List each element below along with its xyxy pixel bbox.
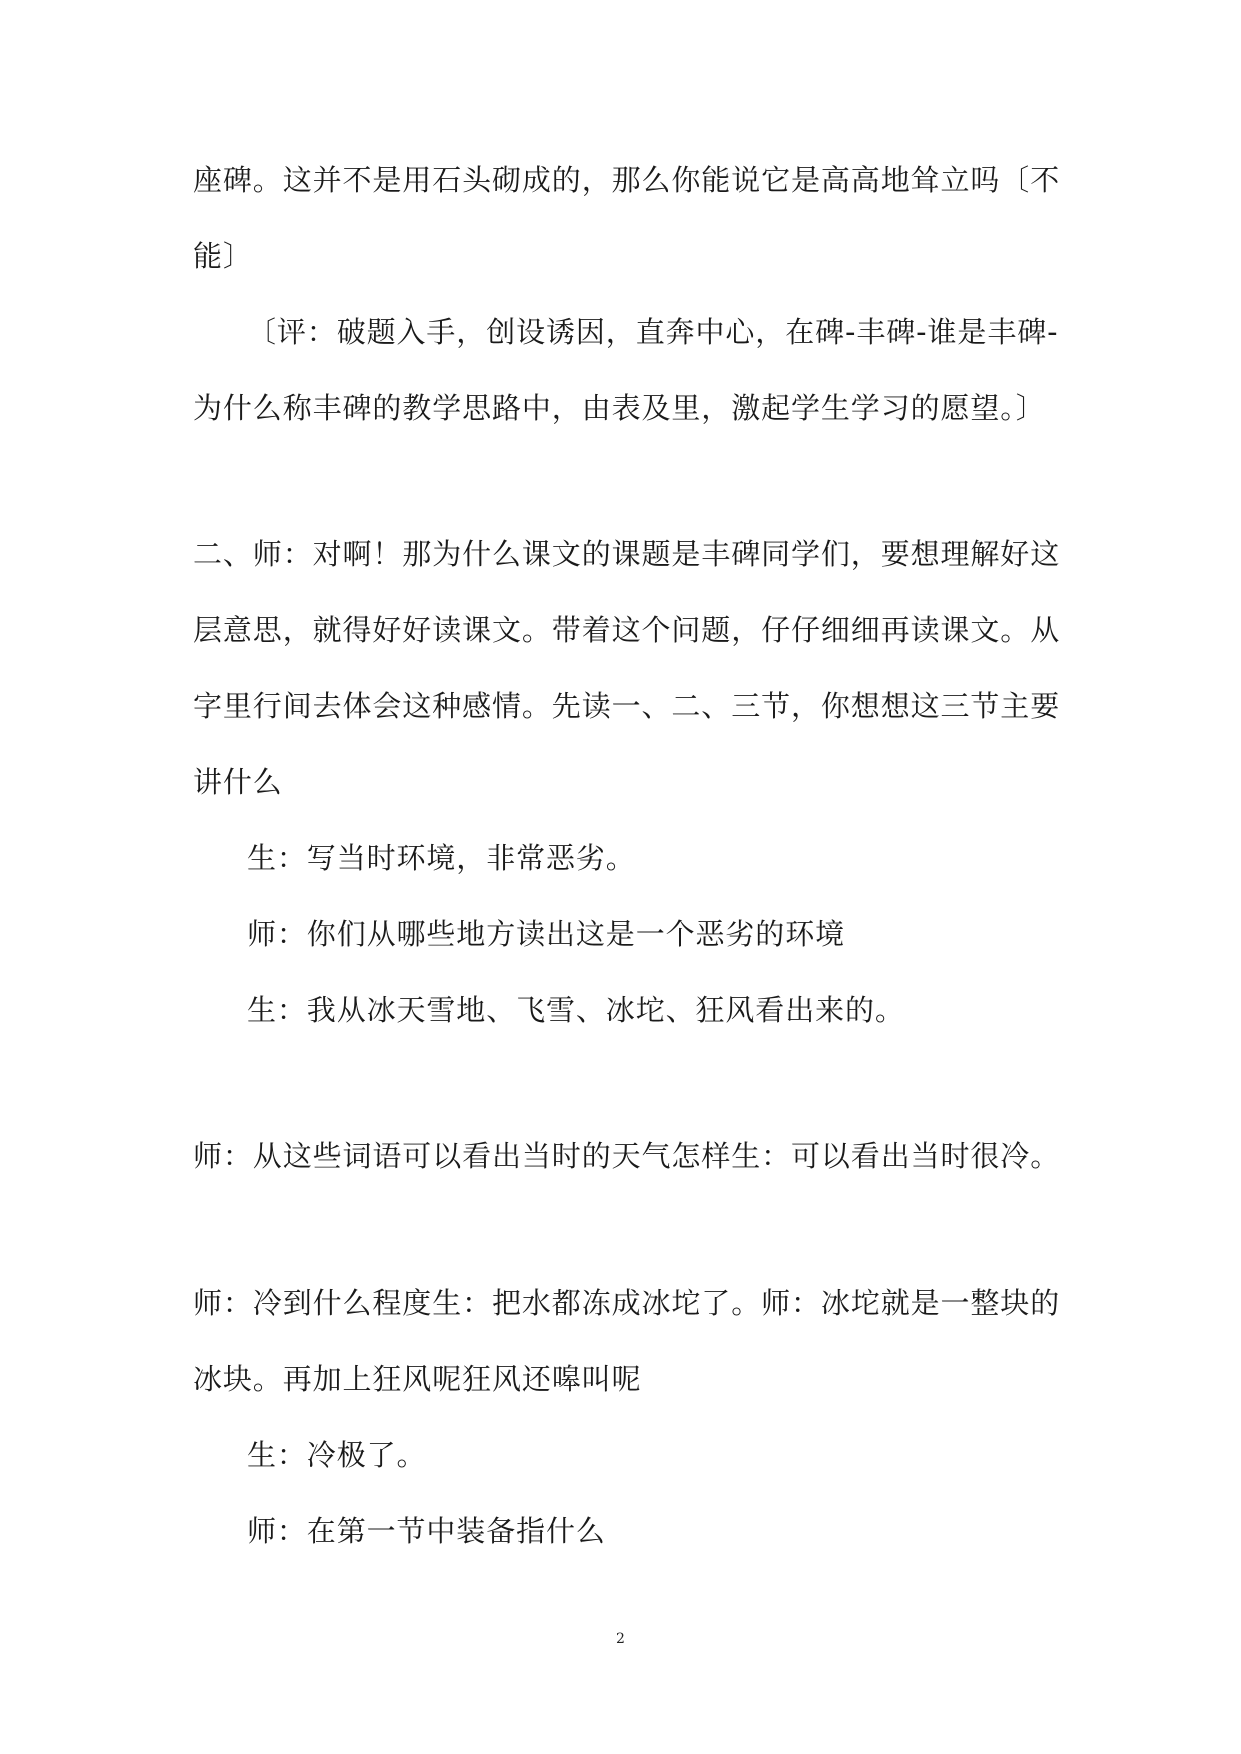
- text-line-13: 师：冷到什么程度生：把水都冻成冰坨了。师：冰坨就是一整块的: [193, 1286, 1061, 1320]
- text-line-5: 二、师：对啊！那为什么课文的课题是丰碑同学们，要想理解好这: [193, 537, 1061, 571]
- text-line-6: 层意思，就得好好读课文。带着这个问题，仔仔细细再读课文。从: [193, 613, 1061, 647]
- text-line-4: 为什么称丰碑的教学思路中，由表及里，激起学生学习的愿望。〕: [193, 391, 1046, 425]
- page-number: 2: [616, 1631, 625, 1647]
- text-line-8: 讲什么: [193, 765, 283, 799]
- text-line-7: 字里行间去体会这种感情。先读一、二、三节，你想想这三节主要: [193, 689, 1061, 723]
- text-line-3: 〔评：破题入手，创设诱因，直奔中心，在碑-丰碑-谁是丰碑-: [247, 315, 1059, 349]
- text-line-2: 能〕: [193, 239, 253, 273]
- text-line-14: 冰块。再加上狂风呢狂风还嗥叫呢: [193, 1362, 642, 1396]
- text-line-10: 师：你们从哪些地方读出这是一个恶劣的环境: [247, 917, 846, 951]
- text-line-9: 生：写当时环境，非常恶劣。: [247, 841, 636, 875]
- text-line-16: 师：在第一节中装备指什么: [247, 1514, 606, 1548]
- text-line-11: 生：我从冰天雪地、飞雪、冰坨、狂风看出来的。: [247, 993, 905, 1027]
- text-line-12: 师：从这些词语可以看出当时的天气怎样生：可以看出当时很冷。: [193, 1139, 1061, 1173]
- text-line-1: 座碑。这并不是用石头砌成的，那么你能说它是高高地耸立吗〔不: [193, 163, 1061, 197]
- text-line-15: 生：冷极了。: [247, 1438, 427, 1472]
